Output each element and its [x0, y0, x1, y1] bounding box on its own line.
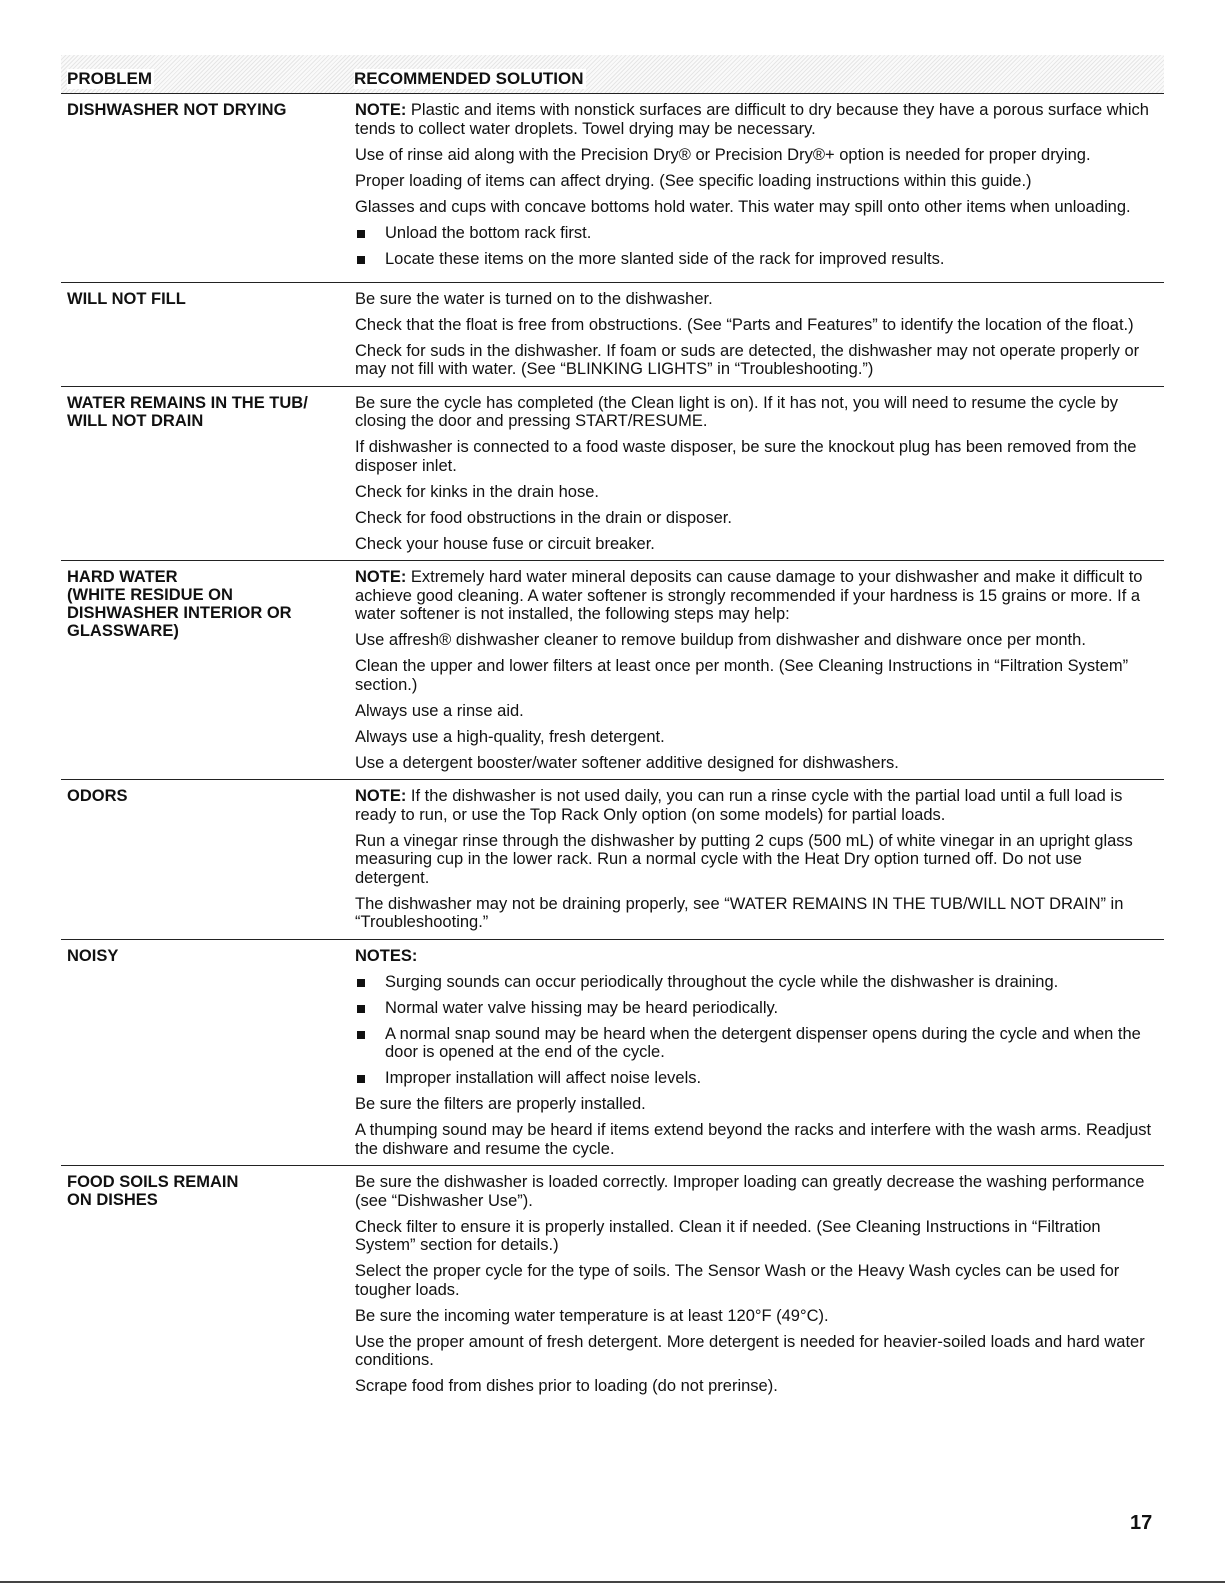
solution-bullet-item	[355, 250, 1156, 269]
solution-text: Be sure the incoming water temperature is at least 120°F (49°C).	[355, 1306, 829, 1325]
problem-label-line: (WHITE RESIDUE ON	[67, 586, 233, 604]
solution-text: A thumping sound may be heard if items extend beyond the racks and interfere with the wash arms. Readjust the dishware and resume the cycle.	[355, 1121, 1152, 1158]
problem-label-line: DISHWASHER NOT DRYING	[67, 101, 287, 119]
problem-cell	[61, 290, 355, 380]
problem-label-line: WATER REMAINS IN THE TUB/	[67, 393, 308, 412]
solution-text: Locate these items on the more slanted side of the rack for improved results.	[385, 249, 945, 268]
solution-text: Improper installation will affect noise levels.	[385, 1069, 702, 1087]
solution-text: Use affresh® dishwasher cleaner to remove buildup from dishwasher and dishware once per month.	[355, 631, 1086, 649]
note-label: NOTES:	[355, 946, 418, 965]
solution-text: Check that the float is free from obstructions. (See “Parts and Features” to identify the location of the float.)	[355, 315, 1134, 334]
solution-paragraph	[355, 290, 1156, 309]
table-row	[61, 94, 1164, 283]
solution-text: Select the proper cycle for the type of soils. The Sensor Wash or the Heavy Wash cycles can be used for tougher loads.	[355, 1262, 1120, 1299]
problem-cell	[61, 1173, 355, 1397]
solution-paragraph	[355, 832, 1156, 888]
solution-paragraph	[355, 101, 1156, 138]
solution-paragraph	[355, 172, 1156, 191]
problem-label-line: WILL NOT FILL	[67, 289, 186, 308]
square-bullet-icon	[355, 1069, 385, 1088]
solution-paragraph	[355, 146, 1156, 165]
solution-column-header: RECOMMENDED SOLUTION	[354, 69, 584, 88]
solution-text: The dishwasher may not be draining properly, see “WATER REMAINS IN THE TUB/WILL NOT DRAIN” in “Troubleshooting.”	[355, 894, 1124, 931]
solution-text: Scrape food from dishes prior to loading (do not prerinse).	[355, 1377, 778, 1395]
square-bullet-icon	[355, 999, 385, 1018]
table-row	[61, 940, 1164, 1167]
table-header	[61, 55, 1164, 94]
solution-bullet-item	[355, 1069, 1156, 1088]
solution-paragraph	[355, 947, 1156, 966]
solution-paragraph	[355, 702, 1156, 721]
solution-text: Check filter to ensure it is properly installed. Clean it if needed. (See Cleaning Instructions in “Filtration System” section for details.)	[355, 1217, 1101, 1254]
square-bullet-icon	[355, 973, 385, 992]
solution-text: Check for kinks in the drain hose.	[355, 482, 599, 501]
solution-paragraph	[355, 631, 1156, 650]
solution-text: Run a vinegar rinse through the dishwasher by putting 2 cups (500 mL) of white vinegar in an upright glass measuring cup in the lower rack. Run a normal cycle with the Heat Dry option turned off. Do not use detergent.	[355, 831, 1133, 887]
solution-text: Use the proper amount of fresh detergent. More detergent is needed for heavier-soiled loads and hard water conditions.	[355, 1332, 1145, 1369]
note-label: NOTE:	[355, 101, 407, 119]
table-row	[61, 387, 1164, 562]
solution-text: Unload the bottom rack first.	[385, 223, 592, 242]
solution-text: Glasses and cups with concave bottoms hold water. This water may spill onto other items when unloading.	[355, 197, 1131, 216]
solution-paragraph	[355, 657, 1156, 694]
solution-paragraph	[355, 1377, 1156, 1396]
solution-text: Check for food obstructions in the drain or disposer.	[355, 508, 732, 527]
solution-cell	[355, 394, 1164, 555]
solution-paragraph	[355, 509, 1156, 528]
problem-label-line: WILL NOT DRAIN	[67, 411, 204, 430]
solution-cell	[355, 947, 1164, 1160]
solution-paragraph	[355, 535, 1156, 554]
problem-label-line: DISHWASHER INTERIOR OR	[67, 604, 292, 622]
solution-paragraph	[355, 728, 1156, 747]
solution-paragraph	[355, 394, 1156, 431]
solution-text: Be sure the cycle has completed (the Clean light is on). If it has not, you will need to resume the cycle by closing the door and pressing START/RESUME.	[355, 393, 1119, 430]
table-row	[61, 780, 1164, 940]
solution-text: If the dishwasher is not used daily, you can run a rinse cycle with the partial load until a full load is ready to run, or use the Top Rack Only option (on some models) for partial loads.	[355, 787, 1123, 824]
solution-paragraph	[355, 1307, 1156, 1326]
solution-paragraph	[355, 754, 1156, 773]
problem-label-line: HARD WATER	[67, 568, 178, 586]
solution-cell	[355, 290, 1164, 380]
solution-text: Be sure the water is turned on to the dishwasher.	[355, 289, 713, 308]
solution-cell	[355, 568, 1164, 773]
solution-text: Be sure the dishwasher is loaded correctly. Improper loading can greatly decrease the washing performance (see “Dishwasher Use”).	[355, 1173, 1145, 1210]
solution-paragraph	[355, 1173, 1156, 1210]
table-row	[61, 561, 1164, 780]
solution-text: Use a detergent booster/water softener additive designed for dishwashers.	[355, 753, 899, 772]
solution-text: Check your house fuse or circuit breaker.	[355, 534, 655, 553]
solution-cell	[355, 787, 1164, 933]
solution-text: Proper loading of items can affect drying. (See specific loading instructions within this guide.)	[355, 171, 1032, 190]
solution-text: Surging sounds can occur periodically throughout the cycle while the dishwasher is draining.	[385, 972, 1059, 991]
page-number: 17	[1130, 1512, 1153, 1534]
problem-cell	[61, 947, 355, 1160]
solution-paragraph	[355, 1262, 1156, 1299]
problem-label-line: ODORS	[67, 787, 128, 805]
solution-paragraph	[355, 568, 1156, 624]
solution-paragraph	[355, 787, 1156, 824]
solution-text: Plastic and items with nonstick surfaces are difficult to dry because they have a porous surface which tends to collect water droplets. Towel drying may be necessary.	[355, 101, 1149, 138]
solution-paragraph	[355, 1095, 1156, 1114]
problem-label-line: GLASSWARE)	[67, 622, 179, 640]
solution-paragraph	[355, 1121, 1156, 1158]
page-bottom-rule	[0, 1581, 1225, 1583]
solution-bullet-item	[355, 973, 1156, 992]
solution-paragraph	[355, 198, 1156, 217]
solution-bullet-item	[355, 999, 1156, 1018]
table-row	[61, 283, 1164, 387]
solution-paragraph	[355, 342, 1156, 379]
solution-paragraph	[355, 1218, 1156, 1255]
solution-paragraph	[355, 483, 1156, 502]
solution-text: Normal water valve hissing may be heard periodically.	[385, 998, 779, 1017]
table-body	[61, 94, 1164, 1403]
solution-paragraph	[355, 438, 1156, 475]
problem-cell	[61, 101, 355, 276]
square-bullet-icon	[355, 250, 385, 269]
problem-column-header: PROBLEM	[67, 69, 152, 88]
solution-cell	[355, 101, 1164, 276]
solution-text: Clean the upper and lower filters at least once per month. (See Cleaning Instructions in “Filtration System” section.)	[355, 657, 1129, 694]
solution-text: Always use a high-quality, fresh detergent.	[355, 727, 665, 746]
square-bullet-icon	[355, 224, 385, 243]
solution-cell	[355, 1173, 1164, 1397]
solution-text: A normal snap sound may be heard when the detergent dispenser opens during the cycle and when the door is opened at the end of the cycle.	[385, 1024, 1141, 1061]
solution-paragraph	[355, 316, 1156, 335]
solution-text: If dishwasher is connected to a food waste disposer, be sure the knockout plug has been removed from the disposer inlet.	[355, 438, 1137, 475]
solution-paragraph	[355, 1333, 1156, 1370]
problem-cell	[61, 568, 355, 773]
solution-text: Use of rinse aid along with the Precision Dry® or Precision Dry®+ option is needed for proper drying.	[355, 145, 1091, 164]
solution-text: Be sure the filters are properly installed.	[355, 1095, 646, 1113]
problem-cell	[61, 787, 355, 933]
solution-paragraph	[355, 895, 1156, 932]
square-bullet-icon	[355, 1025, 385, 1062]
table-row	[61, 1166, 1164, 1403]
problem-cell	[61, 394, 355, 555]
solution-bullet-item	[355, 224, 1156, 243]
solution-bullet-item	[355, 1025, 1156, 1062]
note-label: NOTE:	[355, 568, 407, 586]
solution-text: Check for suds in the dishwasher. If foam or suds are detected, the dishwasher may not operate properly or may not fill with water. (See “BLINKING LIGHTS” in “Troubleshooting.”)	[355, 341, 1140, 378]
note-label: NOTE:	[355, 787, 407, 805]
problem-label-line: NOISY	[67, 946, 119, 965]
solution-text: Always use a rinse aid.	[355, 701, 524, 720]
problem-label-line: ON DISHES	[67, 1191, 158, 1209]
solution-text: Extremely hard water mineral deposits can cause damage to your dishwasher and make it difficult to achieve good cleaning. A water softener is strongly recommended if your hardness is 15 grains or more. If a water softener is not installed, the following steps may help:	[355, 568, 1143, 623]
problem-label-line: FOOD SOILS REMAIN	[67, 1173, 239, 1191]
troubleshooting-table	[61, 55, 1164, 1403]
